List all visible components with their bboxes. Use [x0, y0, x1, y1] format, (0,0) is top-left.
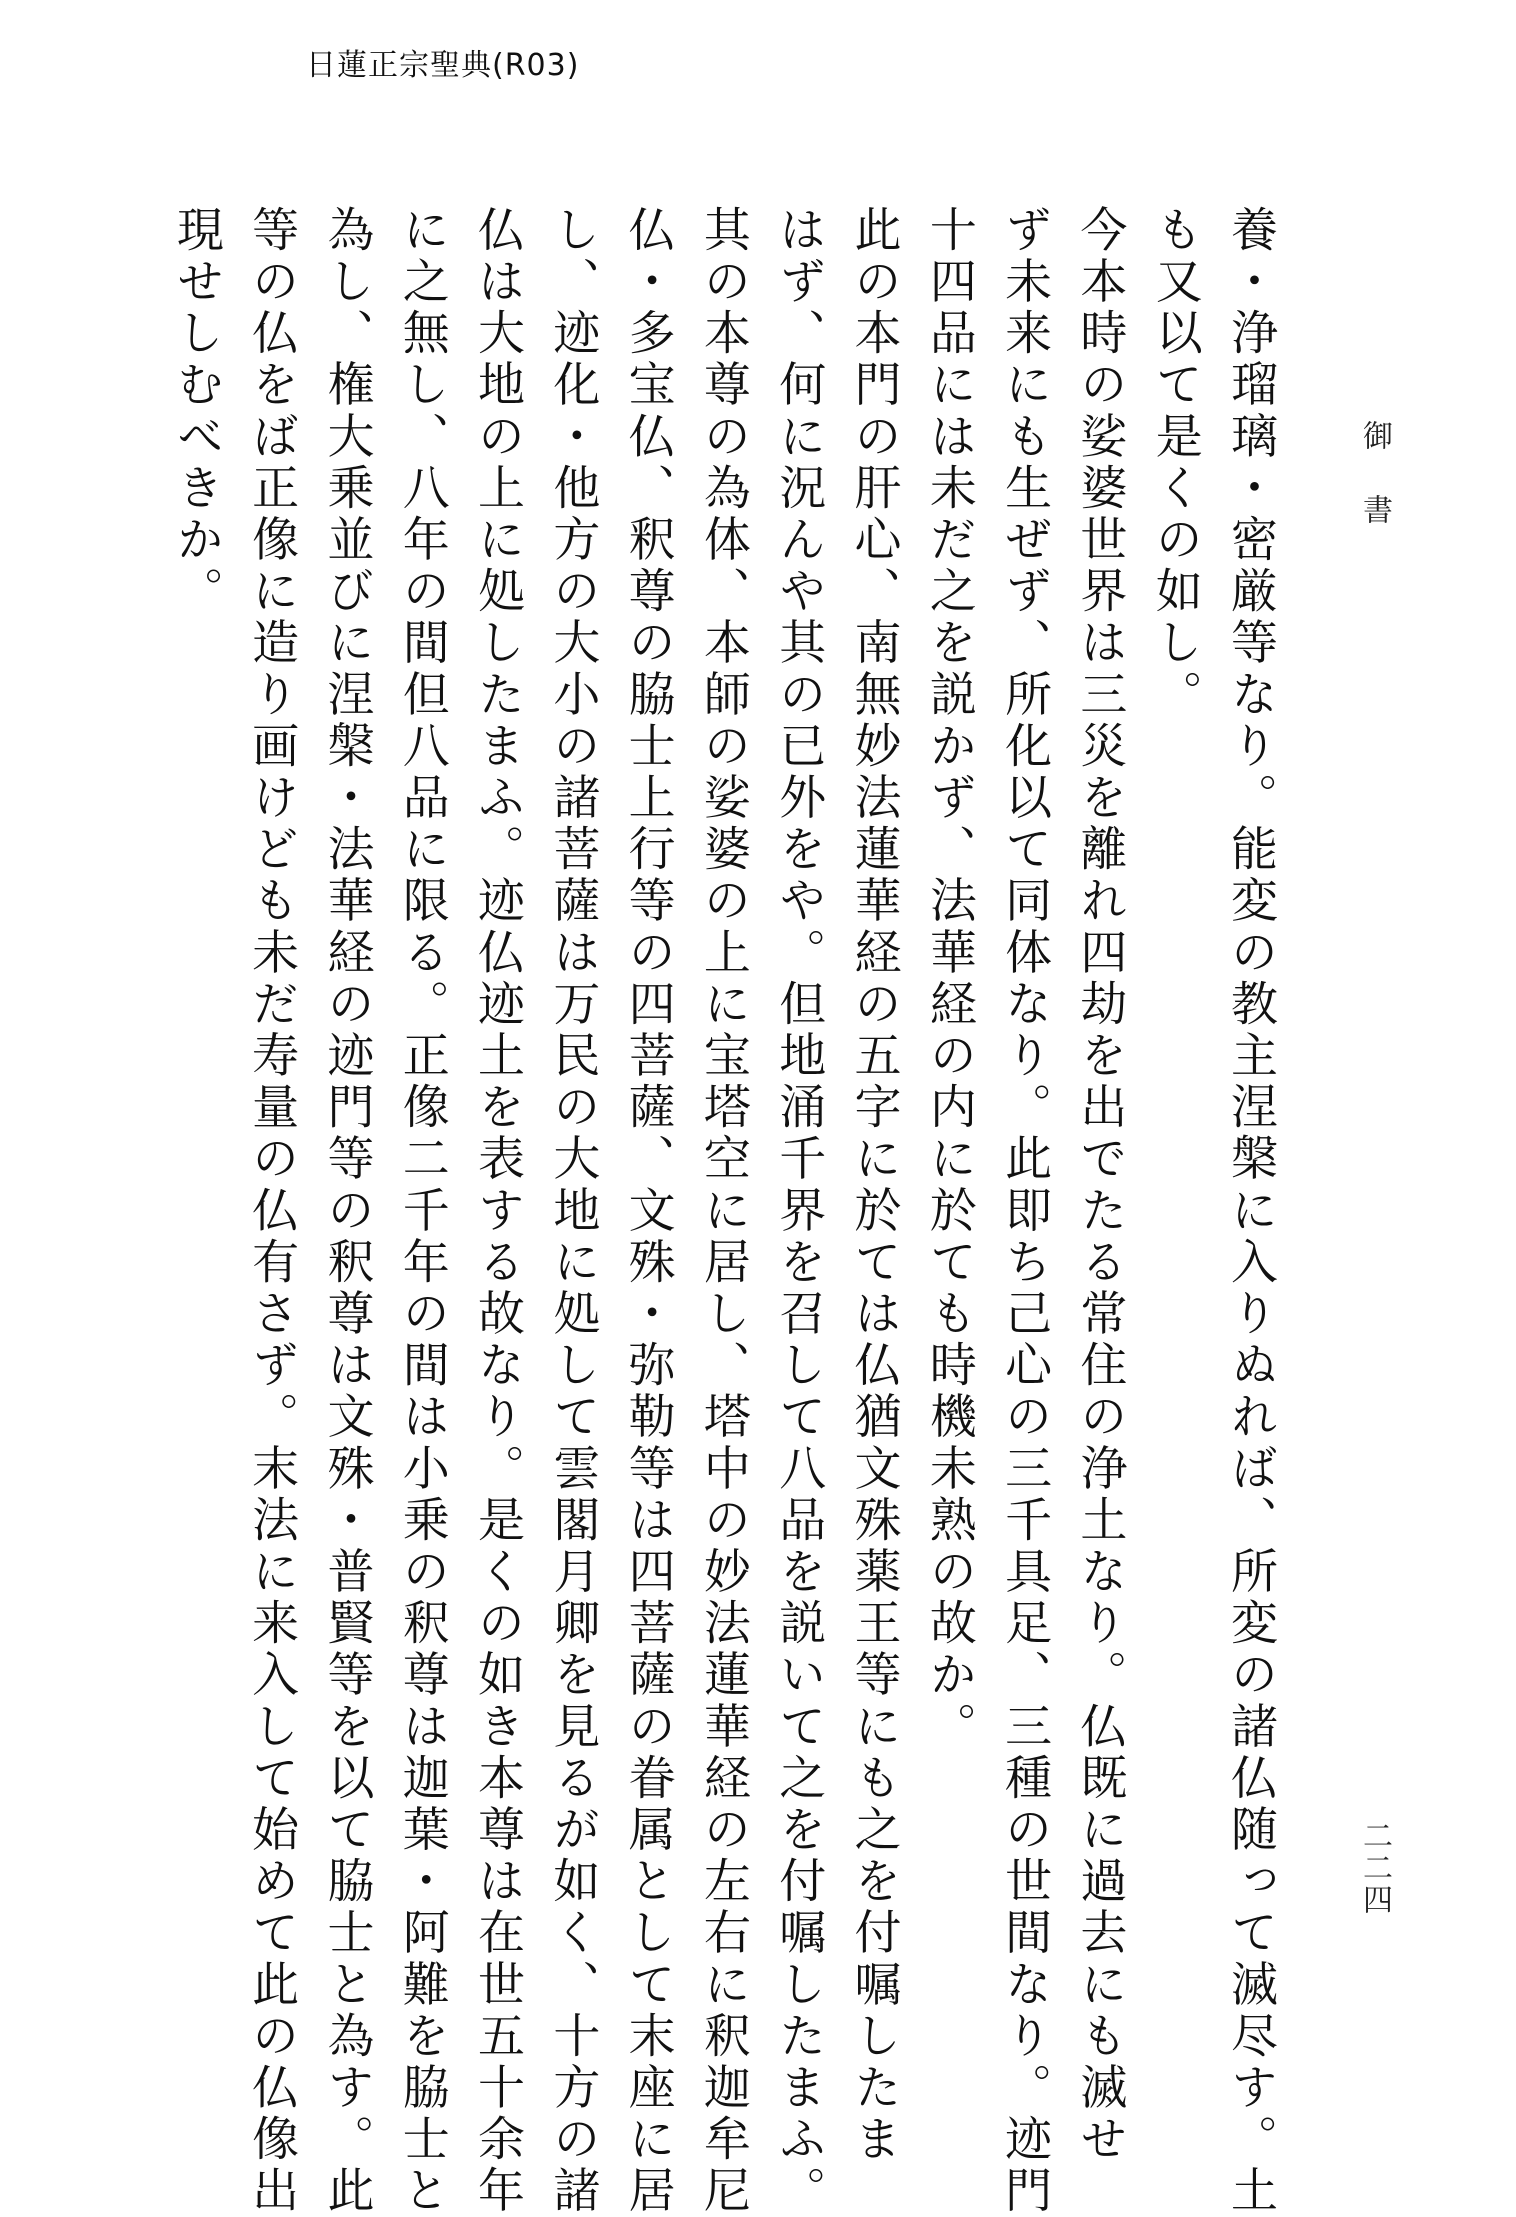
- text-line-8: 其の本尊の為体、本師の娑婆の上に宝塔空に居し、塔中の妙法蓮華経の左右に釈迦牟尼: [695, 205, 751, 2217]
- text-line-11: 仏は大地の上に処したまふ。迹仏迹土を表する故なり。是くの如き本尊は在世五十余年: [470, 205, 526, 2217]
- page-number: 二二四: [1357, 1820, 1392, 1916]
- text-line-10: し、迹化・他方の大小の諸菩薩は万民の大地に処して雲閣月卿を見るが如く、十方の諸: [545, 205, 601, 2217]
- running-head: 御書: [1357, 420, 1392, 568]
- text-line-13: 為し、権大乗並びに涅槃・法華経の迹門等の釈尊は文殊・普賢等を以て脇士と為す。此: [319, 205, 375, 2217]
- text-line-6: 此の本門の肝心、南無妙法蓮華経の五字に於ては仏猶文殊薬王等にも之を付嘱したま: [846, 205, 902, 2166]
- source-title: 日蓮正宗聖典(R03): [306, 48, 580, 83]
- text-line-3: 今本時の娑婆世界は三災を離れ四劫を出でたる常住の浄土なり。仏既に過去にも滅せ: [1072, 205, 1128, 2166]
- text-line-2: も又以て是くの如し。: [1147, 205, 1203, 721]
- text-line-7: はず、何に況んや其の已外をや。但地涌千界を召して八品を説いて之を付嘱したまふ。: [771, 205, 827, 2217]
- vertical-body-text: [168, 205, 1288, 2217]
- text-line-15: 現せしむべきか。: [168, 205, 224, 618]
- text-line-9: 仏・多宝仏、釈尊の脇士上行等の四菩薩、文殊・弥勒等は四菩薩の眷属として末座に居: [620, 205, 676, 2217]
- text-line-5: 十四品には未だ之を説かず、法華経の内に於ても時機未熟の故か。: [921, 205, 977, 1753]
- text-line-1: 養・浄瑠璃・密厳等なり。能変の教主涅槃に入りぬれば、所変の諸仏随って滅尽す。土: [1223, 205, 1278, 2217]
- text-line-4: ず未来にも生ぜず、所化以て同体なり。此即ち己心の三千具足、三種の世間なり。迹門: [997, 205, 1053, 2217]
- text-line-14: 等の仏をば正像に造り画けども未だ寿量の仏有さず。末法に来入して始めて此の仏像出: [244, 205, 300, 2217]
- text-line-12: に之無し、八年の間但八品に限る。正像二千年の間は小乗の釈尊は迦葉・阿難を脇士と: [394, 205, 450, 2217]
